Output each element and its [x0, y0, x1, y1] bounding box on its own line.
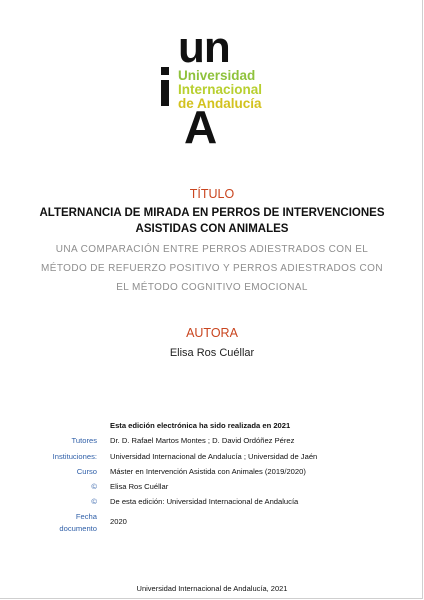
meta-row-tutores	[0, 436, 424, 448]
meta-row-instituciones	[0, 452, 424, 464]
meta-value-copyright-author: Elisa Ros Cuéllar	[110, 482, 169, 491]
title-line-2: ASISTIDAS CON ANIMALES	[135, 223, 289, 235]
copyright-icon: ©	[91, 482, 97, 491]
logo-word-universidad: Universidad	[178, 68, 256, 83]
author-name: Elisa Ros Cuéllar	[169, 347, 255, 359]
meta-row-fecha-label-2	[0, 524, 424, 536]
edition-note: Esta edición electrónica ha sido realizada en 2021	[110, 421, 291, 430]
meta-value-tutores: Dr. D. Rafael Martos Montes ; D. David Ordóñez Pérez	[110, 436, 295, 445]
meta-label-curso: Curso	[76, 467, 97, 476]
copyright-icon: ©	[91, 497, 97, 506]
meta-label-fecha: Fecha	[75, 512, 97, 521]
meta-label-documento: documento	[59, 524, 97, 533]
subtitle-line-3: EL MÉTODO COGNITIVO EMOCIONAL	[116, 282, 308, 293]
logo-word-internacional: Internacional	[178, 82, 263, 97]
meta-value-fecha: 2020	[110, 517, 127, 526]
subtitle-line-1: UNA COMPARACIÓN ENTRE PERROS ADIESTRADOS CON EL	[55, 244, 369, 255]
subtitle-line-2: MÉTODO DE REFUERZO POSITIVO Y PERROS ADIESTRADOS CON	[41, 263, 383, 274]
meta-row-copyright-author	[0, 482, 424, 494]
footer: Universidad Internacional de Andalucía, 2021	[136, 584, 288, 593]
title-line-1: ALTERNANCIA DE MIRADA EN PERROS DE INTERVENCIONES	[39, 207, 385, 219]
logo-letter-a: A	[184, 101, 218, 153]
author-label: AUTORA	[186, 326, 238, 340]
meta-label-tutores: Tutores	[71, 436, 97, 445]
logo-word-andalucia: de Andalucía	[178, 96, 262, 111]
logo-i-dot	[161, 67, 169, 75]
meta-value-instituciones: Universidad Internacional de Andalucía ; Universidad de Jaén	[110, 452, 318, 461]
title-label: TÍTULO	[189, 187, 235, 201]
meta-row-copyright-edition	[0, 497, 424, 509]
meta-row-curso	[0, 467, 424, 479]
logo-i-stem	[161, 80, 169, 106]
unia-logo	[0, 0, 424, 160]
meta-value-copyright-edition: De esta edición: Universidad Internacional de Andalucía	[110, 497, 299, 506]
meta-label-instituciones: Instituciones:	[52, 452, 97, 461]
meta-value-curso: Máster en Intervención Asistida con Animales (2019/2020)	[110, 467, 306, 476]
logo-letters-un: un	[178, 23, 230, 72]
